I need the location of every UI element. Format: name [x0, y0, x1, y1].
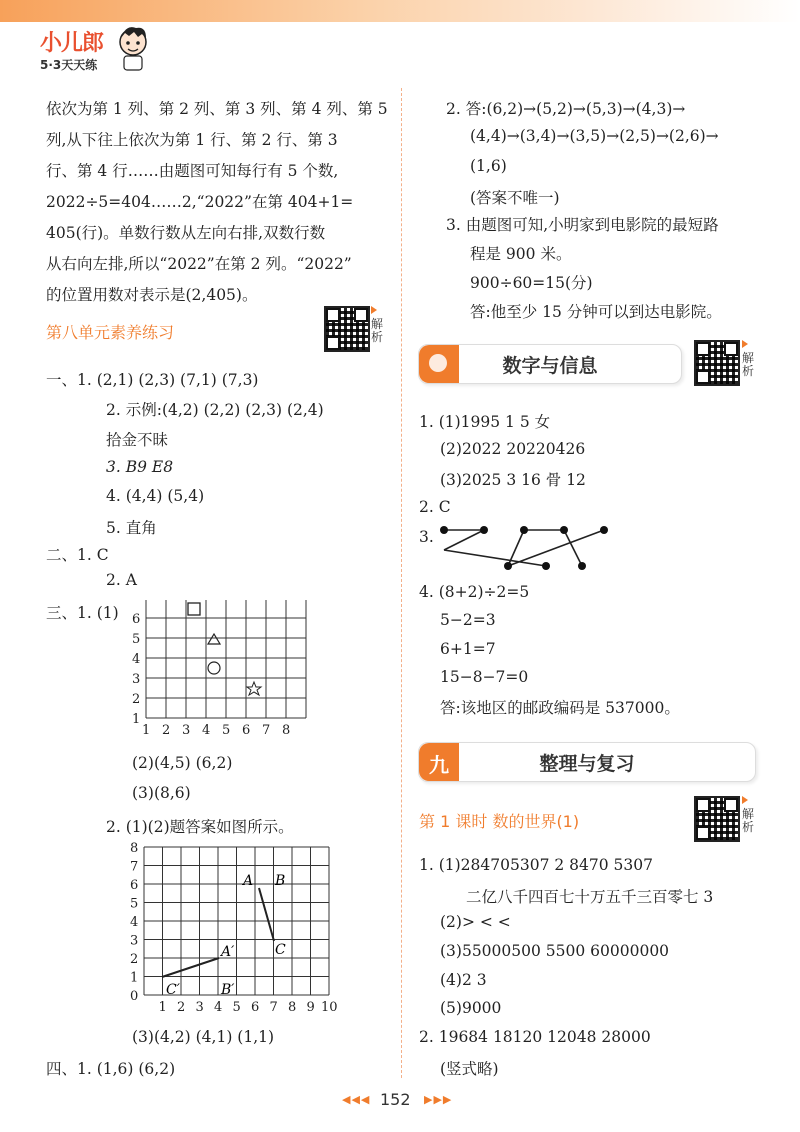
label-c: C: [275, 942, 286, 958]
r1d: (3)55000500 5500 60000000: [440, 942, 670, 960]
para-line-7: 的位置用数对表示是(2,405)。: [46, 286, 258, 304]
grid2-x-tick: 10: [321, 1000, 338, 1015]
grid2-y-tick: 3: [130, 933, 139, 949]
q1-3: 3. B9 E8: [106, 458, 174, 476]
grid1-x-tick: 8: [282, 723, 291, 738]
q1-2b: 拾金不昧: [106, 431, 169, 449]
grid1-x-tick: 5: [222, 723, 231, 738]
grid2-y-tick: 8: [130, 842, 139, 856]
para-line-6: 从右向左排,所以“2022”在第 2 列。“2022”: [46, 255, 352, 273]
lesson-title: 第 1 课时 数的世界(1): [419, 812, 580, 831]
r-q3b: 程是 900 米。: [470, 245, 572, 263]
r1e: (4)2 3: [440, 971, 487, 989]
d1c: (3)2025 3 16 骨 12: [440, 471, 586, 489]
grid1-x-tick: 3: [182, 723, 191, 738]
jiexi-label: 解析: [741, 351, 754, 378]
q1-4: 4. (4,4) (5,4): [106, 487, 205, 505]
d4a: 4. (8+2)÷2=5: [419, 583, 530, 601]
label-c-prime: C′: [166, 982, 180, 998]
square-shape: [188, 603, 200, 615]
d4d: 15−8−7=0: [440, 668, 529, 686]
grid1-y-tick: 5: [132, 632, 141, 647]
grid1-x-tick: 6: [242, 723, 251, 738]
r1b: 二亿八千四百七十万五千三百零七 3: [466, 888, 714, 906]
label-a-prime: A′: [221, 944, 235, 960]
para-line-1: 依次为第 1 列、第 2 列、第 3 列、第 4 列、第 5: [46, 100, 388, 118]
q3-1-2: (2)(4,5) (6,2): [132, 754, 233, 772]
coordinate-grid-2: [124, 842, 344, 1022]
segment-a1c1: [162, 958, 219, 977]
segment-ac: [259, 888, 274, 941]
coordinate-grid-1: [126, 600, 316, 738]
circle-shape: [208, 662, 220, 674]
grid2-x-tick: 8: [288, 1000, 297, 1015]
grid1-x-tick: 2: [162, 723, 171, 738]
grid2-x-tick: 7: [269, 1000, 278, 1015]
para-line-3: 行、第 4 行……由题图可知每行有 5 个数,: [46, 162, 339, 180]
d1a: 1. (1)1995 1 5 女: [419, 413, 551, 431]
grid2-x-tick: 6: [251, 1000, 260, 1015]
grid2-x-tick: 1: [158, 1000, 167, 1015]
para-line-4: 2022÷5=404……2,“2022”在第 404+1=: [46, 193, 354, 211]
page-number: 152: [380, 1090, 411, 1109]
grid1-y-tick: 2: [132, 692, 141, 707]
grid1-x-tick: 7: [262, 723, 271, 738]
grid2-y-tick: 4: [130, 915, 139, 930]
d4c: 6+1=7: [440, 640, 496, 658]
r1c: (2)> < <: [440, 913, 511, 931]
grid1-y-tick: 1: [132, 712, 141, 727]
column-divider: [401, 88, 402, 1078]
grid2-x-tick: 5: [232, 1000, 241, 1015]
qr-code-icon[interactable]: [694, 796, 740, 842]
grid1-y-tick: 4: [132, 652, 141, 667]
q1-2a: 2. 示例:(4,2) (2,2) (2,3) (2,4): [106, 401, 324, 419]
grid1-x-tick: 1: [142, 723, 151, 738]
d4b: 5−2=3: [440, 611, 496, 629]
star-shape: [247, 682, 261, 695]
q4-1: 四、1. (1,6) (6,2): [46, 1060, 176, 1078]
grid1-y-tick: 6: [132, 612, 141, 627]
r-q2b: (4,4)→(3,4)→(3,5)→(2,5)→(2,6)→: [470, 127, 719, 145]
grid2-y-tick: 5: [130, 896, 139, 912]
d2: 2. C: [419, 498, 451, 516]
brand-logo: 小儿郎: [40, 31, 104, 56]
brand-series: 5·3天天练: [40, 58, 98, 72]
grid2-x-tick: 2: [177, 1000, 186, 1015]
q1-5: 5. 直角: [106, 519, 157, 537]
section-title: 第八单元素养练习: [46, 323, 175, 342]
d1b: (2)2022 20220426: [440, 440, 586, 458]
para-line-2: 列,从下往上依次为第 1 行、第 2 行、第 3: [46, 131, 338, 149]
triangle-shape: [208, 634, 220, 644]
label-b: B: [275, 873, 286, 889]
grid2-y-tick: 0: [130, 989, 139, 1004]
r-q3a: 3. 由题图可知,小明家到电影院的最短路: [446, 216, 719, 234]
q1-1: 一、1. (2,1) (2,3) (7,1) (7,3): [46, 371, 259, 389]
qr-code-icon[interactable]: [324, 306, 370, 352]
r1f: (5)9000: [440, 999, 502, 1017]
play-icon: [742, 796, 748, 804]
banner-title: 整理与复习: [539, 753, 635, 775]
jiexi-label: 解析: [370, 317, 383, 344]
q3-1: 三、1. (1): [46, 604, 119, 622]
r2b: (竖式略): [440, 1060, 499, 1078]
section-banner-zhengli: [418, 742, 756, 782]
grid2-y-tick: 7: [130, 859, 139, 875]
banner-tab-label: 九: [429, 753, 449, 777]
para-line-5: 405(行)。单数行数从左向右排,双数行数: [46, 224, 326, 242]
grid1-x-tick: 4: [202, 723, 211, 738]
r-q2c: (1,6): [470, 157, 507, 175]
prev-arrows-icon: ◀◀◀: [342, 1093, 371, 1106]
grid2-y-tick: 2: [130, 952, 139, 967]
q2-2: 2. A: [106, 571, 137, 589]
r-q3c: 900÷60=15(分): [470, 274, 593, 292]
section-banner-shuzi: [418, 344, 682, 384]
grid2-x-tick: 9: [306, 1000, 315, 1015]
grid1-y-tick: 3: [132, 672, 141, 687]
q3-2: 2. (1)(2)题答案如图所示。: [106, 818, 294, 836]
q3-1-3: (3)(8,6): [132, 784, 191, 802]
grid2-y-tick: 6: [130, 878, 139, 893]
next-arrows-icon: ▶▶▶: [424, 1093, 453, 1106]
matching-diagram: [436, 522, 616, 572]
grid2-y-tick: 1: [130, 970, 139, 986]
grid2-x-tick: 3: [195, 1000, 204, 1015]
q3-2-3: (3)(4,2) (4,1) (1,1): [132, 1028, 275, 1046]
jiexi-label: 解析: [741, 807, 754, 834]
q2-1: 二、1. C: [46, 546, 109, 564]
r1a: 1. (1)284705307 2 8470 5307: [419, 856, 653, 874]
brand: [40, 24, 150, 76]
label-b-prime: B′: [221, 982, 235, 998]
label-a: A: [243, 873, 254, 889]
grid2-x-tick: 4: [214, 1000, 223, 1015]
r2a: 2. 19684 18120 12048 28000: [419, 1028, 651, 1046]
qr-code-icon[interactable]: [694, 340, 740, 386]
top-banner: [0, 0, 800, 22]
mascot-icon: [116, 24, 150, 72]
banner-title: 数字与信息: [502, 355, 598, 377]
play-icon: [742, 340, 748, 348]
play-icon: [371, 306, 377, 314]
r-q3d: 答:他至少 15 分钟可以到达电影院。: [470, 303, 722, 321]
d4e: 答:该地区的邮政编码是 537000。: [440, 699, 680, 717]
r-q2d: (答案不唯一): [470, 189, 560, 207]
d3: 3.: [419, 528, 434, 546]
r-q2a: 2. 答:(6,2)→(5,2)→(5,3)→(4,3)→: [446, 100, 686, 118]
